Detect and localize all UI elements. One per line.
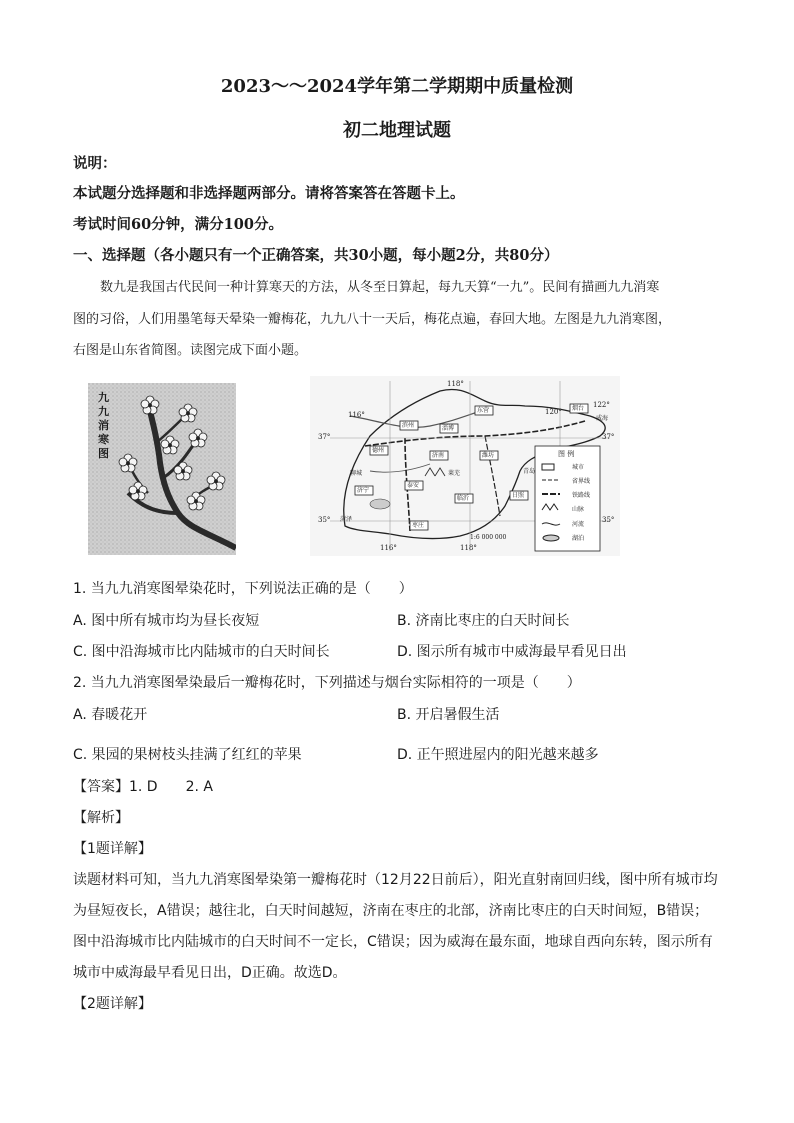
legend-item: 山脉 bbox=[572, 506, 585, 513]
question-2-option-d: D. 正午照进屋内的阳光越来越多 bbox=[397, 747, 599, 763]
question-2-option-a: A. 春暖花开 bbox=[73, 707, 148, 723]
instructions-line-1: 本试题分选择题和非选择题两部分。请将答案答在答题卡上。 bbox=[73, 185, 465, 202]
intro-line-3: 右图是山东省简图。读图完成下面小题。 bbox=[73, 343, 308, 358]
legend-item: 城市 bbox=[572, 464, 585, 471]
legend-item: 铁路线 bbox=[572, 492, 591, 499]
lon-label: 118° bbox=[460, 544, 477, 552]
city-label: 威海 bbox=[596, 415, 609, 422]
lon-label: 120° bbox=[545, 408, 562, 416]
detail-1-label: 【1题详解】 bbox=[73, 841, 152, 857]
city-label: 菏泽 bbox=[340, 516, 353, 523]
intro-line-1: 数九是我国古代民间一种计算寒天的方法，从冬至日算起，每九天算“一九”。民间有描画九九消寒 bbox=[100, 280, 660, 295]
instructions-line-2: 考试时间60分钟，满分100分。 bbox=[73, 216, 283, 233]
city-label: 青岛 bbox=[523, 468, 536, 475]
lon-label: 122° bbox=[593, 401, 610, 409]
legend-item: 湖泊 bbox=[572, 535, 585, 542]
question-1-option-d: D. 图示所有城市中威海最早看见日出 bbox=[397, 644, 627, 660]
question-1-stem: 1. 当九九消寒图晕染花时，下列说法正确的是（ ） bbox=[73, 581, 413, 597]
lat-label: 35° bbox=[318, 516, 331, 524]
analysis-label: 【解析】 bbox=[73, 810, 129, 826]
legend-item: 省界线 bbox=[572, 478, 591, 485]
city-label: 聊城 bbox=[350, 470, 363, 477]
question-2-option-b: B. 开启暑假生活 bbox=[397, 707, 500, 723]
lat-label: 37° bbox=[602, 433, 615, 441]
city-label: 莱芜 bbox=[448, 470, 461, 477]
instructions-label: 说明： bbox=[73, 155, 117, 172]
city-label: 枣庄 bbox=[412, 522, 425, 529]
legend-title: 图 例 bbox=[558, 450, 575, 458]
city-label: 日照 bbox=[512, 492, 525, 499]
detail-2-label: 【2题详解】 bbox=[73, 996, 152, 1012]
answer-text: 1. D 2. A bbox=[129, 779, 213, 795]
map-scale: 1:6 000 000 bbox=[470, 534, 507, 541]
question-1-option-a: A. 图中所有城市均为昼长夜短 bbox=[73, 613, 260, 629]
city-label: 东营 bbox=[477, 407, 490, 414]
city-label: 临沂 bbox=[457, 495, 470, 502]
detail-1-line-3: 图中沿海城市比内陆城市的白天时间不一定长，C错误；因为威海在最东面，地球自西向东转，图示所有 bbox=[73, 934, 713, 950]
lon-label: 118° bbox=[447, 380, 464, 388]
plum-blossom-figure bbox=[88, 383, 236, 555]
lon-label: 116° bbox=[380, 544, 397, 552]
city-label: 济南 bbox=[432, 452, 445, 459]
detail-1-line-4: 城市中威海最早看见日出，D正确。故选D。 bbox=[73, 965, 347, 981]
detail-1-line-2: 为昼短夜长，A错误；越往北，白天时间越短，济南在枣庄的北部，济南比枣庄的白天时间短，B错误； bbox=[73, 903, 709, 919]
section-heading: 一、选择题（各小题只有一个正确答案，共30小题，每小题2分，共80分） bbox=[73, 247, 559, 264]
city-label: 济宁 bbox=[357, 487, 370, 494]
detail-1-line-1: 读题材料可知，当九九消寒图晕染第一瓣梅花时（12月22日前后），阳光直射南回归线，图中所有城市均 bbox=[73, 872, 718, 888]
lon-label: 116° bbox=[348, 411, 365, 419]
city-label: 德州 bbox=[372, 447, 385, 454]
intro-line-2: 图的习俗，人们用墨笔每天晕染一瓣梅花，九九八十一天后，梅花点遍，春回大地。左图是九九消寒图， bbox=[73, 312, 672, 327]
legend-item: 河流 bbox=[572, 521, 585, 528]
page-title: 2023～～2024学年第二学期期中质量检测 bbox=[220, 76, 574, 97]
answer-label: 【答案】 bbox=[73, 779, 129, 795]
lat-label: 37° bbox=[318, 433, 331, 441]
city-label: 淄博 bbox=[442, 425, 455, 432]
shandong-map-figure bbox=[310, 376, 620, 556]
question-2-option-c: C. 果园的果树枝头挂满了红红的苹果 bbox=[73, 747, 302, 763]
question-1-option-c: C. 图中沿海城市比内陆城市的白天时间长 bbox=[73, 644, 330, 660]
city-label: 潍坊 bbox=[482, 452, 495, 459]
city-label: 滨州 bbox=[402, 422, 415, 429]
city-label: 泰安 bbox=[407, 482, 420, 489]
question-2-stem: 2. 当九九消寒图晕染最后一瓣梅花时，下列描述与烟台实际相符的一项是（ ） bbox=[73, 675, 581, 691]
question-1-option-b: B. 济南比枣庄的白天时间长 bbox=[397, 613, 570, 629]
city-label: 烟台 bbox=[572, 405, 585, 412]
plum-blossom-caption: 九九消寒图 bbox=[98, 391, 109, 460]
page-subtitle: 初二地理试题 bbox=[343, 120, 451, 141]
answer-row bbox=[73, 776, 213, 796]
lat-label: 35° bbox=[602, 516, 615, 524]
